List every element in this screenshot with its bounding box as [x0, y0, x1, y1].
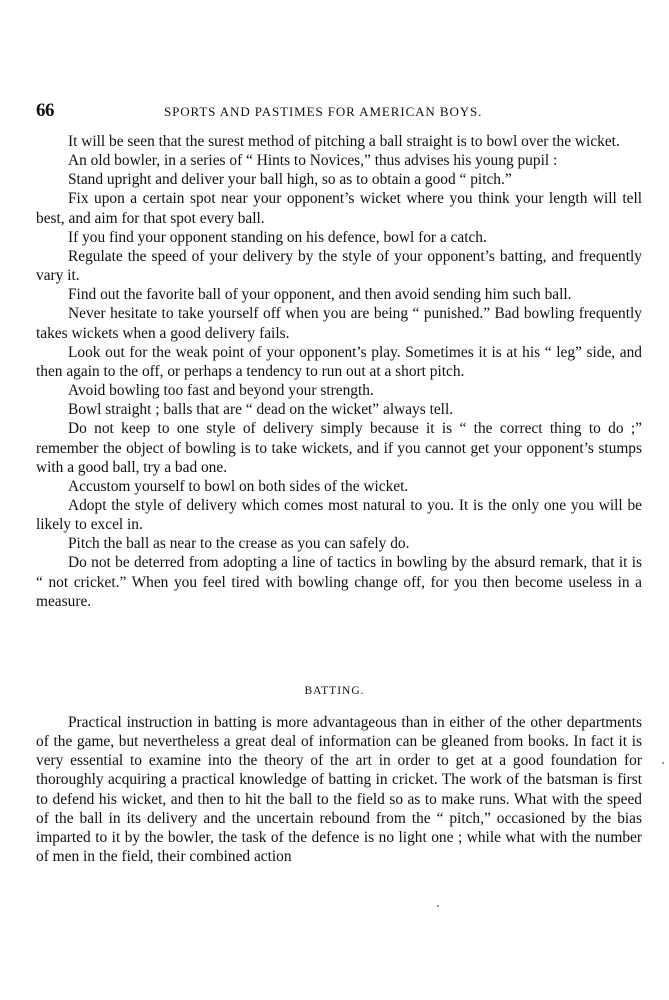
section-heading-batting: BATTING. [304, 685, 365, 697]
paragraph: Stand upright and deliver your ball high, so as to obtain a good “ pitch.” [68, 171, 512, 189]
paragraph: Look out for the weak point of your opponent’s play. Sometimes it is at his “ leg” side, and then again to the off, or perhaps a tendency to run out at a short pitch. [36, 343, 642, 380]
paragraph: If you find your opponent standing on his defence, bowl for a catch. [68, 228, 487, 246]
page-number: 66 [36, 100, 54, 121]
paragraph: Accustom yourself to bowl on both sides of the wicket. [68, 477, 409, 495]
paragraph: Fix upon a certain spot near your opponent’s wicket where you think your length will tell best, and aim for that spot every ball. [36, 190, 642, 227]
paragraph: Find out the favorite ball of your opponent, and then avoid sending him such ball. [68, 286, 572, 304]
paragraph: Practical instruction in batting is more advantageous than in either of the other departments of the game, but nevertheless a great deal of information can be gleaned from books. In fact it is very essential to examine into the theory of the art in order to get at a good foundation for thoroughly acquiring a practical knowledge of batting in cricket. The work of the batsman is first to defend his wicket, and then to hit the ball to the field so as to make runs. What with the speed of the ball in its delivery and the uncertain rebound from the “ pitch,” occasioned by the bias imparted to it by the bowler, the task of the defence is no light one ; while what with the number of men in the field, their combined action [36, 714, 642, 866]
paragraph: Pitch the ball as near to the crease as you can safely do. [68, 535, 410, 553]
paragraph: Do not keep to one style of delivery simply because it is “ the correct thing to do ;” remember the object of bowling is to take wickets, and if you cannot get your opponent’s stumps with a good ball, try a bad one. [36, 420, 642, 476]
paragraph: Avoid bowling too fast and beyond your strength. [68, 382, 374, 400]
paragraph: Bowl straight ; balls that are “ dead on the wicket” always tell. [68, 401, 454, 419]
bowling-hints-section [36, 132, 642, 611]
paper-speck [662, 762, 664, 764]
batting-section [36, 713, 642, 866]
paragraph: Regulate the speed of your delivery by the style of your opponent’s batting, and frequently vary it. [36, 247, 642, 285]
paper-speck [437, 905, 439, 907]
running-title: SPORTS AND PASTIMES FOR AMERICAN BOYS. [164, 104, 483, 119]
paragraph: Do not be deterred from adopting a line of tactics in bowling by the absurd remark, that it is “ not cricket.” When you feel tired with bowling change off, for you then become useless in a measure. [36, 554, 642, 610]
paragraph: Adopt the style of delivery which comes most natural to you. It is the only one you will be likely to excel in. [36, 496, 642, 534]
paragraph: It will be seen that the surest method of pitching a ball straight is to bowl over the wicket. [68, 133, 620, 150]
running-head [36, 100, 641, 122]
paragraph: An old bowler, in a series of “ Hints to Novices,” thus advises his young pupil : [68, 152, 558, 170]
paragraph: Never hesitate to take yourself off when you are being “ punished.” Bad bowling frequently takes wickets when a good delivery fails. [36, 305, 642, 342]
